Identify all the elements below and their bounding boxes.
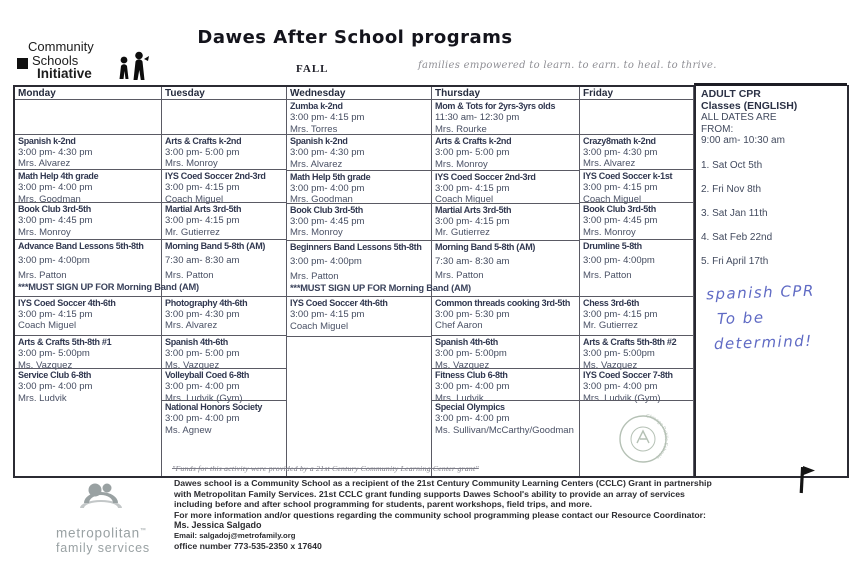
page-title: Dawes After School programs (197, 27, 513, 48)
schedule-grid (15, 87, 694, 476)
program-note: ***MUST SIGN UP FOR Morning Band (AM) (290, 282, 471, 293)
program-cell (287, 296, 431, 336)
empty-cell (287, 336, 431, 369)
program-time: 3:00 pm- 4:30 pm (583, 146, 658, 158)
program-title: IYS Coed Soccer 4th-6th (290, 298, 388, 309)
adult-cpr-column (694, 83, 847, 476)
program-time: 3:00 pm- 4:00pm (583, 255, 655, 267)
program-cell (432, 170, 579, 203)
footer-paragraph-line: with Metropolitan Family Services. 21st CCLC grant funding supports Dawes School's ability to provide an array of services (174, 488, 685, 499)
program-cell (432, 203, 579, 240)
people-icon (115, 51, 153, 84)
program-title: Math Help 5th grade (290, 171, 371, 182)
program-cell (287, 170, 431, 206)
day-header: Tuesday (162, 87, 286, 100)
program-cell (162, 296, 286, 335)
program-cell (432, 335, 579, 371)
program-time: 3:00 pm- 4:00 pm (18, 381, 93, 393)
program-time: 3:00 pm- 5:00 pm (435, 147, 510, 158)
program-cell (162, 202, 286, 239)
program-time: 3:00 pm- 5:00 pm (165, 146, 240, 158)
program-staff: Chef Aaron (435, 320, 483, 332)
program-time: 3:00 pm- 5:00pm (583, 348, 655, 360)
program-staff: Coach Miguel (165, 193, 224, 205)
logo-line-1: Community (28, 39, 94, 54)
program-title: Zumba k-2nd (290, 101, 343, 111)
program-cell (15, 134, 161, 170)
program-cell (580, 368, 693, 404)
program-title: National Honors Society (165, 402, 263, 413)
schedule-table (13, 85, 849, 478)
empty-cell (162, 100, 286, 134)
program-staff: Mr. Gutierrez (435, 227, 490, 238)
program-time: 3:00 pm- 4:00 pm (165, 381, 240, 393)
program-cell (432, 368, 579, 404)
program-staff: Coach Miguel (290, 320, 349, 332)
program-staff: Mrs. Rourke (435, 123, 487, 135)
program-cell (15, 202, 161, 239)
program-title: Book Club 3rd-5th (583, 204, 656, 215)
program-time: 3:00 pm- 5:00pm (435, 348, 507, 360)
program-staff: Ms. Vazquez (435, 359, 490, 371)
program-time: 3:00 pm- 4:15 pm (290, 309, 365, 321)
empty-cell (15, 400, 161, 476)
program-time: 3:00 pm- 4:00 pm (435, 381, 510, 393)
footer-paragraph-line: Dawes school is a Community School as a recipient of the 21st Century Community Learning Centers (CCLC) Grant in partnership (174, 478, 712, 488)
program-title: Fitness Club 6-8th (435, 370, 508, 381)
program-title: Spanish 4th-6th (165, 337, 229, 348)
program-title: Common threads cooking 3rd-5th (435, 297, 571, 308)
program-time: 3:00 pm- 4:30 pm (290, 147, 365, 158)
footer-contact-phone: office number 773-535-2350 x 17640 (174, 541, 322, 552)
program-title: IYS Coed Soccer k-1st (583, 171, 673, 182)
program-cell (580, 239, 693, 295)
day-header: Friday (580, 87, 693, 100)
program-staff: Mrs. Alvarez (18, 158, 71, 170)
program-cell (287, 134, 431, 170)
program-time: 7:30 am- 8:30 am (165, 255, 240, 267)
cpr-date-item: 4. Sat Feb 22nd (701, 231, 773, 243)
logo-line-3: Initiative (37, 66, 92, 81)
program-time: 3:00 pm- 4:45 pm (583, 215, 658, 227)
cpr-date-item: 3. Sat Jan 11th (701, 207, 768, 219)
program-time: 3:00 pm- 4:45 pm (290, 215, 365, 227)
program-title: Crazy8math k-2nd (583, 135, 656, 146)
program-cell (15, 296, 161, 335)
program-staff: Mrs. Monroy (435, 158, 488, 170)
empty-cell (15, 100, 161, 134)
footer-contact-email: Email: salgadoj@metrofamily.org (174, 531, 296, 541)
day-header: Thursday (432, 87, 579, 100)
cpr-date-list (701, 160, 843, 267)
program-time: 3:00 pm- 5:30 pm (435, 308, 510, 320)
program-time: 3:00 pm- 4:15 pm (583, 182, 658, 194)
metropolitan-family-services-logo (56, 481, 186, 555)
program-staff: Mrs. Alvarez (165, 320, 218, 332)
program-time: 3:00 pm- 4:15 pm (435, 182, 510, 194)
program-staff: Coach Miguel (18, 320, 77, 332)
cpr-title: ADULT CPR (701, 88, 761, 100)
program-staff: Mrs. Goodman (18, 193, 81, 205)
logo-line-2: Schools (32, 52, 79, 68)
program-time: 3:00 pm- 4:00 pm (435, 413, 510, 425)
program-cell (432, 134, 579, 170)
program-title: Volleyball Coed 6-8th (165, 370, 250, 381)
program-cell (15, 335, 161, 371)
program-title: Service Club 6-8th (18, 370, 92, 381)
program-title: Martial Arts 3rd-5th (165, 204, 242, 215)
program-time: 3:00 pm- 5:00 pm (165, 348, 240, 360)
program-staff: Mrs. Monroy (583, 226, 636, 238)
program-time: 3:00 pm- 4:30 pm (165, 308, 240, 320)
program-title: Drumline 5-8th (583, 241, 642, 252)
footer-paragraph-line: including before and after school programming for students, parent workshops, field trips, and more. (174, 499, 593, 510)
day-header: Wednesday (287, 87, 431, 100)
footer-text-block (174, 478, 839, 552)
program-cell (580, 169, 693, 205)
program-staff: Mrs. Patton (18, 269, 67, 281)
program-title: Arts & Crafts 5th-8th #1 (18, 337, 112, 348)
program-time: 3:00 pm- 4:15 pm (583, 308, 658, 320)
program-title: Morning Band 5-8th (AM) (165, 241, 266, 252)
program-time: 3:00 pm- 4:00pm (290, 256, 362, 268)
program-title: Morning Band 5-8th (AM) (435, 241, 536, 252)
program-staff: Mrs. Torres (290, 123, 338, 135)
cpr-date-item: 2. Fri Nov 8th (701, 183, 762, 195)
program-staff: Mrs. Patton (583, 269, 632, 281)
cpr-handwritten-note (706, 277, 845, 357)
program-staff: Ms. Vazquez (165, 359, 220, 371)
metropolitan-logo-line-2: family services (56, 540, 150, 555)
program-staff: Mrs. Ludvik (Gym) (583, 392, 661, 404)
logo-square-icon (17, 58, 28, 69)
program-title: Arts & Crafts k-2nd (165, 135, 242, 146)
community-schools-initiative-logo (14, 40, 174, 81)
empty-cell (580, 100, 693, 134)
program-staff: Mrs. Alvarez (290, 158, 343, 170)
program-title: Advance Band Lessons 5th-8th (18, 241, 144, 252)
program-time: 11:30 am- 12:30 pm (435, 112, 520, 123)
program-title: Arts & Crafts 5th-8th #2 (583, 337, 677, 348)
program-staff: Mrs. Ludvik (18, 392, 67, 404)
program-time: 3:00 pm- 4:00 pm (165, 413, 240, 425)
program-staff: Mrs. Ludvik (435, 392, 484, 404)
program-cell (15, 169, 161, 205)
program-cell (162, 169, 286, 205)
program-title: IYS Coed Soccer 2nd-3rd (435, 171, 536, 182)
program-title: Arts & Crafts k-2nd (435, 136, 512, 146)
program-cell (287, 100, 431, 134)
program-time: 3:00 pm- 4:15 pm (435, 215, 510, 227)
program-time: 3:00 pm- 4:15 pm (290, 112, 365, 123)
program-time: 7:30 am- 8:30 am (435, 255, 510, 267)
cpr-line: 9:00 am- 10:30 am (701, 135, 785, 146)
metropolitan-logo-line-1: metropolitan™ (56, 525, 147, 541)
program-title: IYS Coed Soccer 4th-6th (18, 297, 116, 308)
program-cell (580, 296, 693, 335)
program-staff: Mrs. Patton (290, 270, 339, 282)
program-title: Book Club 3rd-5th (18, 204, 91, 215)
cpr-handwritten-line: To be (716, 307, 765, 328)
empty-cell (287, 368, 431, 400)
program-time: 3:00 pm- 4:15 pm (165, 215, 240, 227)
program-cell (15, 239, 199, 295)
struck-grant-note: "Funds for this activity were provided by a 21st Century Community Learning Center grant" (172, 464, 479, 473)
program-time: 3:00 pm- 4:45 pm (18, 215, 93, 227)
day-header: Monday (15, 87, 161, 100)
tagline-handwriting: families empowered to learn. to earn. to heal. to thrive. (418, 60, 717, 71)
cps-stamp (616, 412, 670, 466)
program-staff: Ms. Sullivan/McCarthy/Goodman (435, 424, 574, 436)
program-staff: Coach Miguel (583, 193, 642, 205)
cpr-subtitle: Classes (ENGLISH) (701, 100, 798, 112)
program-cell (580, 202, 693, 239)
program-staff: Mrs. Ludvik (Gym) (165, 392, 243, 404)
program-title: Math Help 4th grade (18, 171, 99, 182)
program-staff: Ms. Vazquez (18, 359, 73, 371)
cpr-date-item: 1. Sat Oct 5th (701, 159, 763, 171)
cpr-handwritten-line: spanish CPR (705, 281, 816, 303)
program-note: ***MUST SIGN UP FOR Morning Band (AM) (18, 281, 199, 292)
footer-paragraph-line: For more information and/or questions regarding the community school programming please contact our Resource Coordinator: (174, 509, 706, 520)
cpr-line: FROM: (701, 123, 734, 135)
program-time: 3:00 pm- 4:15 pm (18, 308, 93, 320)
program-cell (432, 296, 579, 335)
program-title: Mom & Tots for 2yrs-3yrs olds (435, 101, 556, 111)
program-staff: Mrs. Goodman (290, 194, 353, 206)
program-time: 3:00 pm- 4:15 pm (165, 182, 240, 194)
program-staff: Ms. Agnew (165, 424, 212, 436)
program-title: Spanish k-2nd (18, 135, 76, 146)
program-staff: Ms. Vazquez (583, 359, 638, 371)
program-title: Chess 3rd-6th (583, 297, 640, 308)
season-label: FALL (296, 63, 329, 75)
program-cell (15, 368, 161, 404)
program-staff: Mrs. Patton (435, 270, 484, 282)
svg-text:Chicago Public Schools (645, 413, 669, 460)
program-cell (580, 335, 693, 371)
program-title: Photography 4th-6th (165, 297, 248, 308)
cpr-line: ALL DATES ARE (701, 112, 777, 123)
program-time: 3:00 pm- 4:30 pm (18, 146, 93, 158)
program-staff: Mrs. Monroy (290, 227, 343, 239)
metropolitan-emblem-icon (78, 481, 186, 524)
program-title: IYS Coed Soccer 7-8th (583, 370, 673, 381)
program-staff: Mrs. Monroy (165, 158, 218, 170)
program-time: 3:00 pm- 5:00pm (18, 348, 90, 360)
program-cell (162, 335, 286, 371)
program-staff: Mrs. Alvarez (583, 158, 636, 170)
program-time: 3:00 pm- 4:00 pm (290, 182, 365, 194)
program-title: Book Club 3rd-5th (290, 204, 363, 215)
program-time: 3:00 pm- 4:00pm (18, 255, 90, 267)
program-title: Beginners Band Lessons 5th-8th (290, 242, 422, 253)
stamp-text: Chicago Public Schools (645, 413, 670, 461)
program-cell (162, 368, 286, 404)
program-staff: Coach Miguel (435, 194, 494, 205)
program-staff: Mrs. Monroy (18, 226, 71, 238)
program-cell (287, 203, 431, 241)
program-title: IYS Coed Soccer 2nd-3rd (165, 171, 266, 182)
footer-contact-name: Ms. Jessica Salgado (174, 520, 262, 531)
program-time: 3:00 pm- 4:00 pm (583, 381, 658, 393)
cpr-date-item: 5. Fri April 17th (701, 255, 769, 267)
program-title: Special Olympics (435, 402, 505, 413)
program-title: Spanish 4th-6th (435, 337, 499, 348)
program-title: Martial Arts 3rd-5th (435, 204, 512, 215)
program-time: 3:00 pm- 4:00 pm (18, 182, 93, 194)
program-cell (432, 100, 579, 134)
program-staff: Mrs. Patton (165, 269, 214, 281)
program-staff: Mr. Gutierrez (165, 226, 220, 238)
cpr-handwritten-line: determind! (713, 331, 814, 353)
program-title: Spanish k-2nd (290, 136, 348, 146)
program-staff: Mr. Gutierrez (583, 320, 638, 332)
program-cell (287, 240, 471, 296)
program-cell (580, 134, 693, 170)
program-cell (162, 134, 286, 170)
pen-arrow-mark (794, 465, 818, 500)
